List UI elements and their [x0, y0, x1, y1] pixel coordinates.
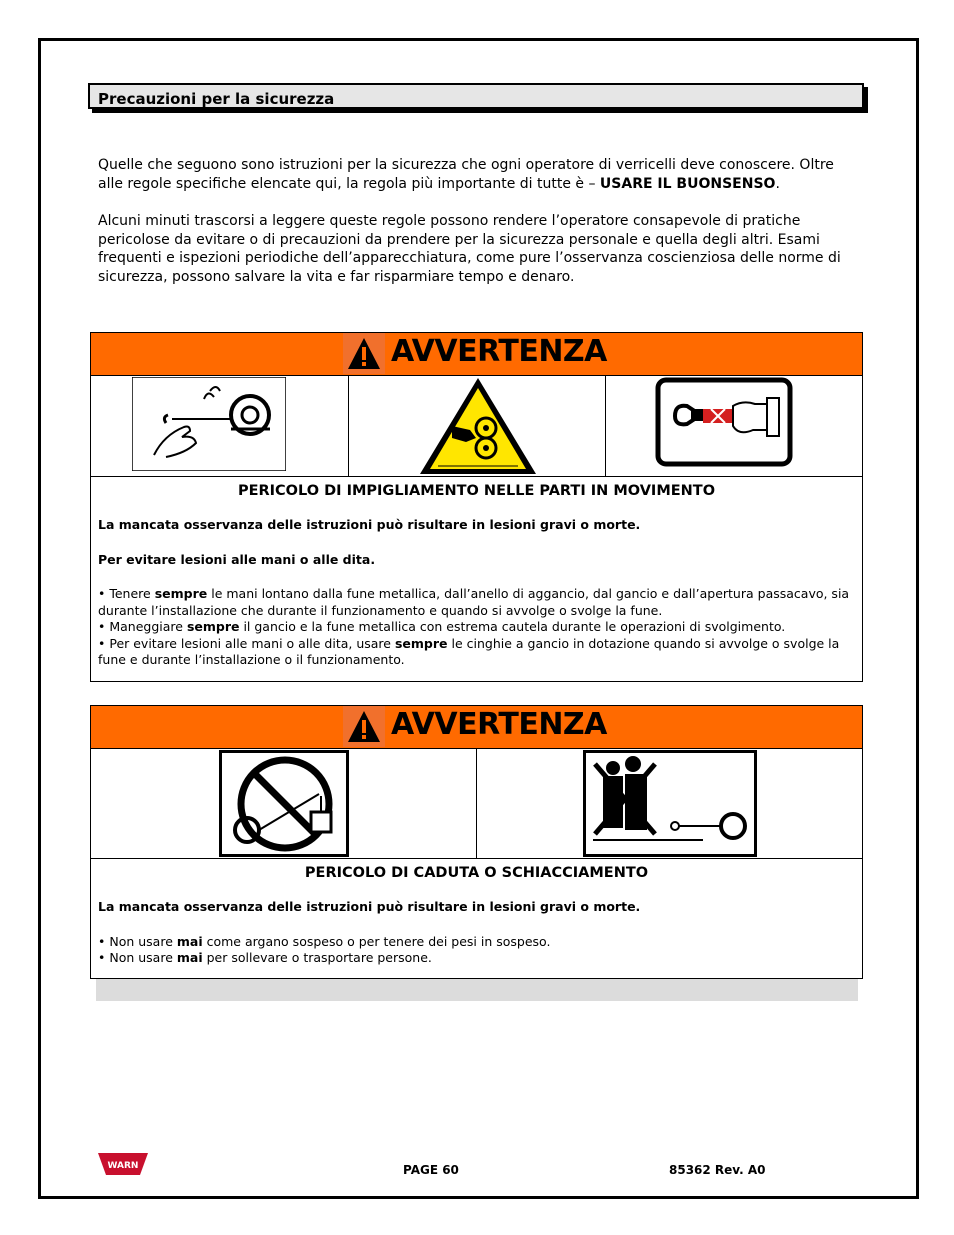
- warn-logo: [98, 1151, 148, 1181]
- grey-separator-band: [96, 979, 858, 1001]
- warning-consequence: La mancata osservanza delle istruzioni può risultare in lesioni gravi o morte.: [98, 899, 641, 914]
- no-lifting-people-icon: [583, 750, 757, 861]
- warning-title: AVVERTENZA: [391, 707, 607, 742]
- section-header: [88, 83, 864, 109]
- hook-strap-hand-icon: [655, 376, 793, 472]
- intro-paragraph-1: Quelle che seguono sono istruzioni per la sicurezza che ogni operatore di verricelli deve conoscere. Oltre alle regole specifiche elencate qui, la regola più importante di tutte è – USARE IL BUONSENSO.: [98, 157, 834, 192]
- entanglement-hazard-triangle-icon: [418, 376, 538, 480]
- warning-purpose: Per evitare lesioni alle mani o alle dita.: [98, 551, 376, 567]
- pictogram-row: [91, 376, 862, 477]
- page-number: PAGE 60: [403, 1163, 459, 1177]
- warning-title: AVVERTENZA: [391, 334, 607, 369]
- warning-header: [91, 706, 862, 749]
- warning-box-fall-crush: [90, 705, 863, 979]
- list-item: • Per evitare lesioni alle mani o alle dita, usare sempre le cinghie a gancio in dotazione quando si avvolge o svolge la fune e durante l’installazione o il funzionamento.: [98, 635, 840, 667]
- instruction-list: [98, 586, 855, 669]
- section-title: Precauzioni per la sicurezza: [98, 90, 335, 108]
- list-item: • Non usare mai per sollevare o trasportare persone.: [98, 950, 432, 965]
- hand-near-winch-drum-icon: [132, 377, 286, 475]
- list-item: • Tenere sempre le mani lontano dalla fune metallica, dall’anello di aggancio, dal gancio e dall’apertura passacavo, sia durante l’installazione che durante il funzionamento e quando si avvolge o svolge la fune.: [98, 586, 850, 618]
- intro-paragraph-2: Alcuni minuti trascorsi a leggere queste regole possono rendere l’operatore consapevole di pratiche pericolose da evitare o di precauzioni da prendere per la sicurezza personale e quella degli altri. Esami frequenti e ispezioni periodiche dell’apparecchiatura, come pure l’osservanza coscienziosa delle norme di sicurezza, possono salvare la vita e far risparmiare tempo e denaro.: [98, 213, 841, 285]
- warning-header: [91, 333, 862, 376]
- list-item: • Non usare mai come argano sospeso o per tenere dei pesi in sospeso.: [98, 933, 551, 949]
- warning-body: [91, 517, 862, 669]
- warning-triangle-icon: [343, 333, 385, 374]
- warning-box-entanglement: [90, 332, 863, 682]
- pictogram-row: [91, 749, 862, 859]
- hazard-title: PERICOLO DI CADUTA O SCHIACCIAMENTO: [304, 865, 649, 881]
- warning-body: [91, 899, 862, 967]
- document-revision: 85362 Rev. A0: [669, 1163, 766, 1177]
- hazard-title: PERICOLO DI IMPIGLIAMENTO NELLE PARTI IN MOVIMENTO: [237, 483, 716, 499]
- list-item: • Maneggiare sempre il gancio e la fune metallica con estrema cautela durante le operazioni di svolgimento.: [98, 619, 786, 634]
- warning-triangle-icon: [343, 706, 385, 747]
- common-sense-emphasis: USARE IL BUONSENSO: [599, 175, 776, 192]
- svg-text:WARN: WARN: [107, 1161, 139, 1171]
- warning-consequence: La mancata osservanza delle istruzioni può risultare in lesioni gravi o morte.: [98, 517, 641, 532]
- instruction-list: [98, 934, 855, 967]
- no-overhead-hoist-icon: [219, 750, 349, 861]
